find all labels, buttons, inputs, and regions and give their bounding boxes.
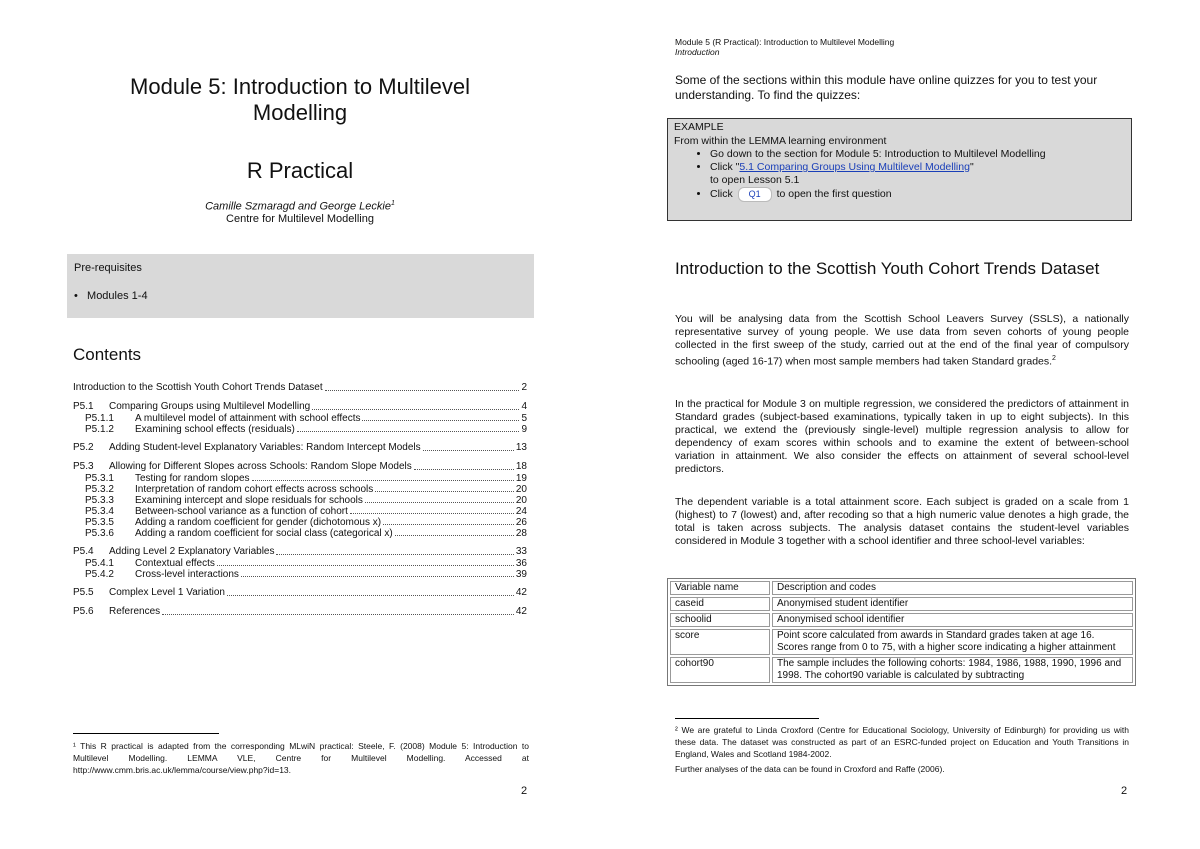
toc-entry[interactable] bbox=[73, 442, 527, 454]
right-page bbox=[600, 0, 1200, 849]
toc-leader bbox=[375, 491, 514, 492]
authors-text: Camille Szmaragd and George Leckie bbox=[205, 200, 391, 213]
toc-leader bbox=[325, 390, 520, 391]
footnote-1: ¹ This R practical is adapted from the corresponding MLwiN practical: Steele, F. (2008) Module 5: Introduction to Multilevel Modelling. LEMMA VLE, Centre for Multilevel Modelling. Accessed at http://www.cmm.bris.ac.uk/lemma/course/view.php?id=13. bbox=[73, 741, 529, 775]
affiliation: Centre for Multilevel Modelling bbox=[226, 213, 374, 225]
variable-name-cell: score bbox=[670, 629, 770, 655]
toc-number: P5.1 bbox=[73, 401, 94, 412]
toc-page: 28 bbox=[515, 528, 527, 539]
toc-page: 5 bbox=[521, 413, 527, 424]
toc-entry[interactable] bbox=[73, 506, 527, 517]
toc-leader bbox=[414, 469, 514, 470]
footnote-separator bbox=[73, 733, 219, 734]
toc-number: P5.3.5 bbox=[85, 517, 114, 528]
q1-button[interactable]: Q1 bbox=[738, 187, 772, 202]
table-row bbox=[670, 613, 1133, 627]
step-2-line-2: to open Lesson 5.1 bbox=[710, 174, 800, 186]
toc-label: Interpretation of random cohort effects across schools bbox=[135, 484, 374, 495]
variable-name-cell: cohort90 bbox=[670, 657, 770, 683]
footnote-2-text: ² We are grateful to Linda Croxford (Centre for Educational Sociology, University of Edinburgh) for providing us with these data. The dataset was constructed as part of an ESRC-funded project on Education and Youth Transitions in England, Wales and Scotland 1984-2002. bbox=[675, 725, 1129, 759]
toc-entry[interactable] bbox=[73, 528, 527, 539]
header-title: Module 5 (R Practical): Introduction to Multilevel Modelling bbox=[675, 37, 895, 47]
example-step-1: • Go down to the section for Module 5: Introduction to Multilevel Modelling bbox=[710, 148, 1130, 161]
toc-entry[interactable] bbox=[73, 606, 527, 618]
lesson-link[interactable]: 5.1 Comparing Groups Using Multilevel Modelling bbox=[739, 161, 970, 173]
toc-label: Examining school effects (residuals) bbox=[135, 424, 295, 435]
footnote-2-further: Further analyses of the data can be found in Croxford and Raffe (2006). bbox=[675, 764, 945, 774]
toc-label: A multilevel model of attainment with school effects bbox=[135, 413, 361, 424]
example-box bbox=[667, 118, 1132, 221]
step-2-prefix: Click " bbox=[710, 161, 740, 173]
toc-label: Complex Level 1 Variation bbox=[109, 587, 225, 598]
toc-entry[interactable] bbox=[73, 495, 527, 506]
toc-entry[interactable] bbox=[73, 424, 527, 435]
prerequisites-item: • Modules 1-4 bbox=[74, 290, 148, 302]
toc-number: P5.3 bbox=[73, 461, 94, 472]
toc-entry[interactable] bbox=[73, 484, 527, 495]
document-subtitle: R Practical bbox=[246, 158, 354, 183]
toc-label: Adding Student-level Explanatory Variables: Random Intercept Models bbox=[109, 442, 421, 453]
toc-page: 42 bbox=[515, 587, 527, 598]
toc-leader bbox=[217, 565, 514, 566]
toc-leader bbox=[162, 614, 514, 615]
example-steps bbox=[674, 148, 1130, 202]
example-heading: EXAMPLE bbox=[674, 121, 724, 133]
toc-label: Testing for random slopes bbox=[135, 473, 250, 484]
prerequisites-heading: Pre-requisites bbox=[74, 262, 142, 274]
running-header bbox=[675, 37, 894, 57]
authors bbox=[60, 200, 540, 213]
table-header: Variable name bbox=[670, 581, 770, 595]
toc-number: P5.3.4 bbox=[85, 506, 114, 517]
toc-label: Cross-level interactions bbox=[135, 569, 239, 580]
toc-entry[interactable] bbox=[73, 558, 527, 569]
toc-entry[interactable] bbox=[73, 517, 527, 528]
toc-leader bbox=[423, 450, 514, 451]
paragraph-2: In the practical for Module 3 on multiple regression, we considered the predictors of attainment in Standard grades (subject-based examinations, typically taken in up to eight subjects). In this practical, we extend the (previously single-level) multiple regression analysis to allow for dependency of exam scores within schools and to examine the extent of between-school variation in attainment. We also consider the effects on attainment of several school-level predictors. bbox=[675, 398, 1129, 475]
toc-leader bbox=[350, 513, 514, 514]
toc-leader bbox=[227, 595, 514, 596]
toc-entry[interactable] bbox=[73, 546, 527, 558]
description-cell: Anonymised school identifier bbox=[772, 613, 1133, 627]
description-cell: The sample includes the following cohorts: 1984, 1986, 1988, 1990, 1996 and 1998. The cohort90 variable is calculated by subtracting bbox=[772, 657, 1133, 683]
section-heading: Introduction to the Scottish Youth Cohort Trends Dataset bbox=[675, 259, 1100, 278]
toc-label: Comparing Groups using Multilevel Modelling bbox=[109, 401, 311, 412]
quiz-intro: Some of the sections within this module have online quizzes for you to test your understanding. To find the quizzes: bbox=[675, 73, 1098, 102]
table-row bbox=[670, 629, 1133, 655]
paragraph-3: The dependent variable is a total attainment score. Each subject is graded on a scale from 1 (highest) to 7 (lowest) and, after recoding so that a high numeric value denotes a high grade, the total is taken across subjects. The analysis dataset contains the student-level variables considered in Module 3 together with a school identifier and three school-level variables: bbox=[675, 496, 1129, 547]
toc-leader bbox=[312, 409, 519, 410]
title-line-2: Modelling bbox=[252, 100, 348, 125]
toc-number: P5.3.1 bbox=[85, 473, 114, 484]
description-cell: Anonymised student identifier bbox=[772, 597, 1133, 611]
toc-leader bbox=[276, 554, 513, 555]
toc-number: P5.5 bbox=[73, 587, 94, 598]
toc-leader bbox=[241, 576, 514, 577]
variables-table bbox=[667, 578, 1136, 686]
toc-page: 4 bbox=[521, 401, 527, 412]
toc-label: Adding a random coefficient for gender (dichotomous x) bbox=[135, 517, 382, 528]
toc-number: P5.4 bbox=[73, 546, 94, 557]
document-title bbox=[60, 74, 540, 126]
paragraph-1 bbox=[675, 313, 1129, 369]
toc-entry[interactable] bbox=[73, 401, 527, 413]
step-2-suffix: " bbox=[969, 161, 974, 173]
description-cell: Point score calculated from awards in Standard grades taken at age 16. Scores range from 0 to 75, with a higher score indicating a higher attainment bbox=[772, 629, 1133, 655]
toc-entry[interactable] bbox=[73, 413, 527, 424]
toc-label: Allowing for Different Slopes across Schools: Random Slope Models bbox=[109, 461, 412, 472]
step-3-prefix: Click bbox=[710, 188, 733, 200]
toc-leader bbox=[252, 480, 514, 481]
toc-leader bbox=[395, 535, 514, 536]
toc-leader bbox=[362, 420, 519, 421]
toc-leader bbox=[297, 431, 520, 432]
toc-leader bbox=[383, 524, 514, 525]
toc-number: P5.1.1 bbox=[85, 413, 114, 424]
toc-page: 9 bbox=[521, 424, 527, 435]
toc-entry[interactable] bbox=[73, 461, 527, 473]
toc-number: P5.3.2 bbox=[85, 484, 114, 495]
toc-entry[interactable] bbox=[73, 569, 527, 580]
header-section: Introduction bbox=[675, 47, 720, 57]
footnote-2 bbox=[675, 724, 1129, 778]
contents-heading: Contents bbox=[73, 345, 142, 364]
toc-page: 39 bbox=[515, 569, 527, 580]
toc-page: 24 bbox=[515, 506, 527, 517]
page-number-left: 2 bbox=[521, 785, 528, 797]
toc-page: 2 bbox=[521, 382, 527, 393]
footnote-separator bbox=[675, 718, 819, 719]
prerequisites-item-text: Modules 1-4 bbox=[87, 290, 148, 302]
toc-page: 20 bbox=[515, 495, 527, 506]
example-line: From within the LEMMA learning environment bbox=[674, 135, 887, 147]
toc-label: References bbox=[109, 606, 161, 617]
page-number-right: 2 bbox=[1121, 785, 1128, 797]
table-row bbox=[670, 597, 1133, 611]
table-row bbox=[670, 657, 1133, 683]
toc-number: P5.6 bbox=[73, 606, 94, 617]
toc-label: Between-school variance as a function of cohort bbox=[135, 506, 348, 517]
toc-number: P5.2 bbox=[73, 442, 94, 453]
table-header: Description and codes bbox=[772, 581, 1133, 595]
toc-page: 36 bbox=[515, 558, 527, 569]
example-step-3 bbox=[710, 187, 1130, 202]
toc-page: 20 bbox=[515, 484, 527, 495]
toc-entry[interactable] bbox=[73, 587, 527, 599]
footnote-ref-1: 1 bbox=[390, 200, 395, 207]
toc-label: Introduction to the Scottish Youth Cohort Trends Dataset bbox=[73, 382, 323, 393]
toc-number: P5.4.1 bbox=[85, 558, 114, 569]
toc-page: 26 bbox=[515, 517, 527, 528]
toc-number: P5.3.3 bbox=[85, 495, 114, 506]
toc-label: Adding a random coefficient for social class (categorical x) bbox=[135, 528, 393, 539]
variable-name-cell: schoolid bbox=[670, 613, 770, 627]
toc-entry[interactable] bbox=[73, 382, 527, 394]
toc-page: 13 bbox=[515, 442, 527, 453]
variable-name-cell: caseid bbox=[670, 597, 770, 611]
toc-number: P5.1.2 bbox=[85, 424, 114, 435]
toc-page: 42 bbox=[515, 606, 527, 617]
toc-leader bbox=[365, 502, 514, 503]
footnote-ref-2: 2 bbox=[1052, 355, 1056, 362]
toc-entry[interactable] bbox=[73, 473, 527, 484]
toc-number: P5.3.6 bbox=[85, 528, 114, 539]
toc-page: 19 bbox=[515, 473, 527, 484]
toc-number: P5.4.2 bbox=[85, 569, 114, 580]
step-3-suffix: to open the first question bbox=[776, 188, 892, 200]
toc-label: Examining intercept and slope residuals for schools bbox=[135, 495, 363, 506]
table-of-contents bbox=[73, 382, 527, 618]
prerequisites-box bbox=[67, 254, 534, 318]
example-step-2 bbox=[710, 161, 1130, 187]
toc-label: Adding Level 2 Explanatory Variables bbox=[109, 546, 275, 557]
table-header-row bbox=[670, 581, 1133, 595]
toc-label: Contextual effects bbox=[135, 558, 215, 569]
title-line-1: Module 5: Introduction to Multilevel bbox=[130, 74, 470, 99]
toc-page: 33 bbox=[515, 546, 527, 557]
paragraph-1-text: You will be analysing data from the Scottish School Leavers Survey (SSLS), a nationally representative survey of young people. We use data from seven cohorts of young people collected in the first sweep of the study, carried out at the end of the final year of compulsory schooling (aged 16-17) when most sample members had taken Standard grades. bbox=[675, 313, 1129, 368]
toc-page: 18 bbox=[515, 461, 527, 472]
table-body bbox=[670, 597, 1133, 683]
